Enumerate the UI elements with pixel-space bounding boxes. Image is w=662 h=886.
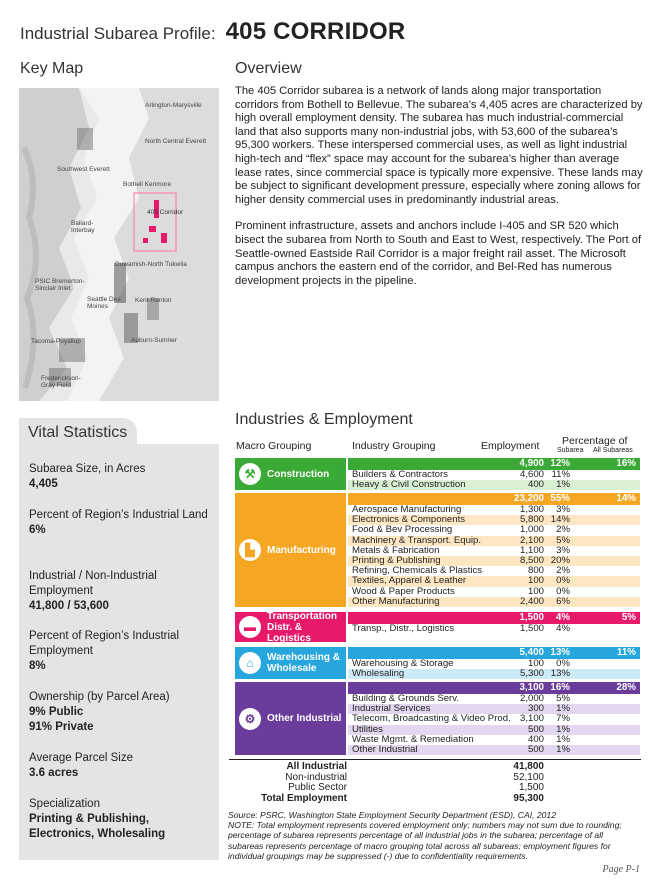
industry-pct: 1% [556, 723, 570, 735]
vital-statistics-heading: Vital Statistics [28, 424, 128, 441]
total-label: Public Sector [288, 782, 347, 793]
industry-employment: 1,000 [519, 524, 544, 536]
map-label-bothell: Bothell Kenmore [123, 181, 172, 188]
note-line: NOTE: Total employment represents covered employment only; numbers may not sum due to rounding; percentage of subarea represents percentage of all industrial jobs in the subarea; percentage of all subareas represents percentage of macro grouping total across all subareas; employment figures for individual groupings may be suppressed (-) due to confidentiality requirements. [228, 820, 622, 861]
industry-pct: 5% [556, 693, 570, 704]
vital-stat-pct-employment: Percent of Region’s Industrial Employment 8% [29, 630, 180, 672]
industry-name: Other Industrial [352, 744, 418, 755]
macro-group-emp: 1,500 [519, 612, 544, 623]
industry-employment: 100 [527, 575, 544, 587]
industry-row [348, 669, 640, 679]
col-subarea: Subarea [557, 447, 584, 454]
industry-name: Builders & Contractors [352, 469, 448, 480]
macro-group-label: Construction [267, 468, 330, 480]
industry-name: Machinery & Transport. Equip. [352, 534, 482, 546]
industry-pct: 6% [556, 595, 570, 607]
industry-name: Food & Bev Processing [352, 524, 453, 536]
industry-pct: 2% [556, 524, 570, 536]
macro-group-all: 11% [616, 647, 636, 658]
warehouse-icon: ⌂ [239, 652, 261, 674]
industry-employment: 3,100 [519, 713, 544, 725]
industry-employment: 4,600 [519, 469, 544, 480]
total-value: 95,300 [513, 792, 544, 804]
total-value: 41,800 [513, 761, 544, 772]
macro-group-label: Warehousing & Wholesale [267, 652, 340, 675]
factory-icon: ▙ [239, 539, 261, 561]
total-label: Non-industrial [285, 771, 347, 783]
industry-pct: 13% [550, 668, 570, 680]
industry-pct: 7% [556, 713, 570, 725]
vital-stat-pct-land: Percent of Region’s Industrial Land 6% [29, 509, 208, 536]
macro-group-pct: 13% [550, 647, 570, 658]
map-label-frederickson: Frederickson-Gray Field [41, 375, 81, 389]
macro-group-all: 28% [616, 682, 636, 693]
industry-employment: 1,100 [519, 544, 544, 556]
industry-employment: 1,500 [519, 623, 544, 634]
industry-employment: 100 [527, 658, 544, 669]
industry-name: Industrial Services [352, 703, 431, 715]
title-prefix: Industrial Subarea Profile: [20, 24, 216, 43]
industry-name: Transp., Distr., Logistics [352, 623, 455, 634]
industry-row [348, 745, 640, 755]
macro-group-label: Manufacturing [267, 544, 336, 556]
totals-divider [229, 759, 641, 760]
total-value: 1,500 [518, 782, 544, 793]
macro-group-emp: 4,900 [519, 458, 544, 469]
industry-pct: 1% [556, 479, 570, 491]
industry-name: Warehousing & Storage [352, 658, 454, 669]
macro-group-pct: 55% [550, 493, 570, 504]
industry-pct: 5% [556, 534, 570, 546]
industry-pct: 3% [556, 504, 570, 515]
industries-heading: Industries & Employment [235, 411, 413, 428]
industry-pct: 1% [556, 733, 570, 745]
macro-group-2 [235, 612, 346, 642]
macro-group-label: Other Industrial [267, 713, 342, 725]
macro-group-4 [235, 682, 346, 755]
macro-group-emp: 23,200 [514, 493, 544, 504]
vital-stat-parcel-size: Average Parcel Size 3.6 acres [29, 752, 133, 779]
vital-stat-employment: Industrial / Non-Industrial Employment 41,800 / 53,600 [29, 570, 157, 612]
industry-employment: 300 [527, 703, 544, 715]
total-value: 52,100 [513, 771, 544, 783]
industry-employment: 800 [527, 565, 544, 577]
title-subarea: 405 CORRIDOR [225, 18, 406, 45]
macro-group-pct: 12% [550, 458, 570, 469]
industry-name: Utilities [352, 723, 383, 735]
macro-group-emp: 3,100 [519, 682, 544, 693]
vital-stat-specialization: Specialization Printing & Publishing, Electronics, Wholesaling [29, 798, 166, 840]
macro-group-3 [235, 647, 346, 679]
truck-icon: ▬ [239, 616, 261, 638]
vital-stat-size: Subarea Size, in Acres 4,405 [29, 463, 146, 490]
industry-employment: 8,500 [519, 555, 544, 566]
industry-employment: 5,800 [519, 514, 544, 526]
source-note [228, 810, 638, 861]
industry-pct: 1% [556, 744, 570, 755]
overview-body [235, 85, 645, 301]
map-label-ballard: Ballard-Interbay [71, 220, 95, 234]
industry-pct: 0% [556, 658, 570, 669]
col-macro-grouping: Macro Grouping [236, 440, 312, 452]
overview-paragraph-2: Prominent infrastructure, assets and anchors include I-405 and SR 520 which bisect the subarea from North to South and East to West, respectively. The Port of Seattle-owned Eastside Rail Corridor is a major freight rail asset. The Microsoft campus anchors the eastern end of the corridor, and Bel-Red has numerous development projects in the pipeline. [235, 220, 642, 287]
col-industry-grouping: Industry Grouping [352, 440, 436, 452]
map-label-north-everett: North Central Everett [145, 138, 207, 145]
industry-pct: 0% [556, 585, 570, 597]
gear-icon: ⚙ [239, 708, 261, 730]
industry-employment: 5,300 [519, 668, 544, 680]
industry-name: Wholesaling [352, 668, 405, 680]
map-label-seattle-des-moines: Seattle Des Moines [87, 296, 121, 310]
industry-pct: 20% [550, 555, 570, 566]
map-label-duwamish: Duwamish-North Tukwila [115, 261, 187, 268]
macro-group-pct: 4% [555, 612, 570, 623]
macro-group-1 [235, 493, 346, 607]
col-all-subareas: All Subareas [593, 447, 633, 454]
map-label-arlington: Arlington-Marysville [145, 102, 202, 109]
industry-name: Wood & Paper Products [352, 585, 455, 597]
industry-name: Metals & Fabrication [352, 544, 440, 556]
industry-employment: 2,400 [519, 595, 544, 607]
industry-pct: 0% [556, 575, 570, 587]
industry-name: Aerospace Manufacturing [352, 504, 462, 515]
industry-name: Heavy & Civil Construction [352, 479, 466, 491]
col-employment: Employment [481, 440, 540, 452]
industry-employment: 500 [527, 744, 544, 755]
overview-heading: Overview [235, 60, 302, 77]
industry-pct: 3% [556, 544, 570, 556]
industry-name: Printing & Publishing [352, 555, 441, 566]
industry-row [348, 624, 640, 634]
key-map-graphic [19, 88, 219, 401]
industry-pct: 4% [556, 623, 570, 634]
map-label-auburn: Auburn-Sumner [131, 337, 177, 344]
overview-paragraph-1: The 405 Corridor subarea is a network of lands along major transportation corridors from Bothell to Bellevue. The subarea’s 4,405 acres are characterized by high overall employment density. The subarea has much industrial-commercial land that also supports many non-industrial jobs, with 53,600 of the subarea’s 95,300 workers. These interspersed commercial uses, as well as light industrial high-tech and “flex” space may account for the subarea’s higher than average lease rates, since commercial space is typically more expensive. These lands may be subject to significant development pressure, especially where zoning allows for higher density commercial uses in predominantly industrial areas. [235, 85, 643, 206]
industry-name: Building & Grounds Serv. [352, 693, 460, 704]
source-line: Source: PSRC, Washington State Employment Security Department (ESD), CAI, 2012 [228, 810, 556, 820]
industry-employment: 100 [527, 585, 544, 597]
macro-group-pct: 16% [550, 682, 570, 693]
industry-employment: 400 [527, 479, 544, 491]
map-label-405-corridor: 405 Corridor [147, 209, 184, 216]
macro-group-label: Transportation Distr. & Logistics [267, 610, 338, 644]
macro-group-0 [235, 458, 346, 490]
total-label: Total Employment [261, 792, 347, 804]
industry-name: Telecom, Broadcasting & Video Prod. [352, 713, 511, 725]
total-label: All Industrial [286, 761, 347, 772]
construction-icon: ⚒ [239, 463, 261, 485]
map-label-southwest-everett: Southwest Everett [57, 166, 110, 173]
industry-name: Electronics & Components [352, 514, 466, 526]
industry-row [348, 597, 640, 607]
industry-pct: 11% [551, 469, 570, 480]
page-number: Page P-1 [602, 864, 640, 875]
map-label-tacoma: Tacoma-Puyallup [31, 338, 81, 345]
macro-group-all: 16% [616, 458, 636, 469]
map-label-kent-renton: Kent-Renton [135, 297, 172, 304]
industry-row [348, 480, 640, 490]
industry-name: Refining, Chemicals & Plastics [352, 565, 483, 577]
macro-group-all: 5% [621, 612, 636, 623]
industry-pct: 2% [556, 565, 570, 577]
industry-pct: 14% [550, 514, 570, 526]
industry-employment: 1,300 [519, 504, 544, 515]
industry-pct: 1% [556, 703, 570, 715]
macro-group-all: 14% [616, 493, 636, 504]
industry-employment: 2,000 [519, 693, 544, 704]
macro-group-emp: 5,400 [519, 647, 544, 658]
industry-name: Other Manufacturing [352, 595, 440, 607]
industry-name: Waste Mgmt. & Remediation [352, 733, 474, 745]
industry-employment: 400 [527, 733, 544, 745]
industry-employment: 500 [527, 723, 544, 735]
key-map-heading: Key Map [20, 60, 84, 77]
map-label-psic: PSIC Bremerton-Sinclair Inlet [35, 278, 85, 292]
industry-employment: 2,100 [519, 534, 544, 546]
page-title [20, 18, 405, 46]
key-map [19, 88, 219, 401]
col-percentage-of: Percentage of [562, 435, 628, 447]
industry-name: Textiles, Apparel & Leather [352, 575, 467, 587]
industry-row [348, 714, 640, 724]
vital-stat-ownership: Ownership (by Parcel Area) 9% Public 91% Private [29, 691, 170, 733]
